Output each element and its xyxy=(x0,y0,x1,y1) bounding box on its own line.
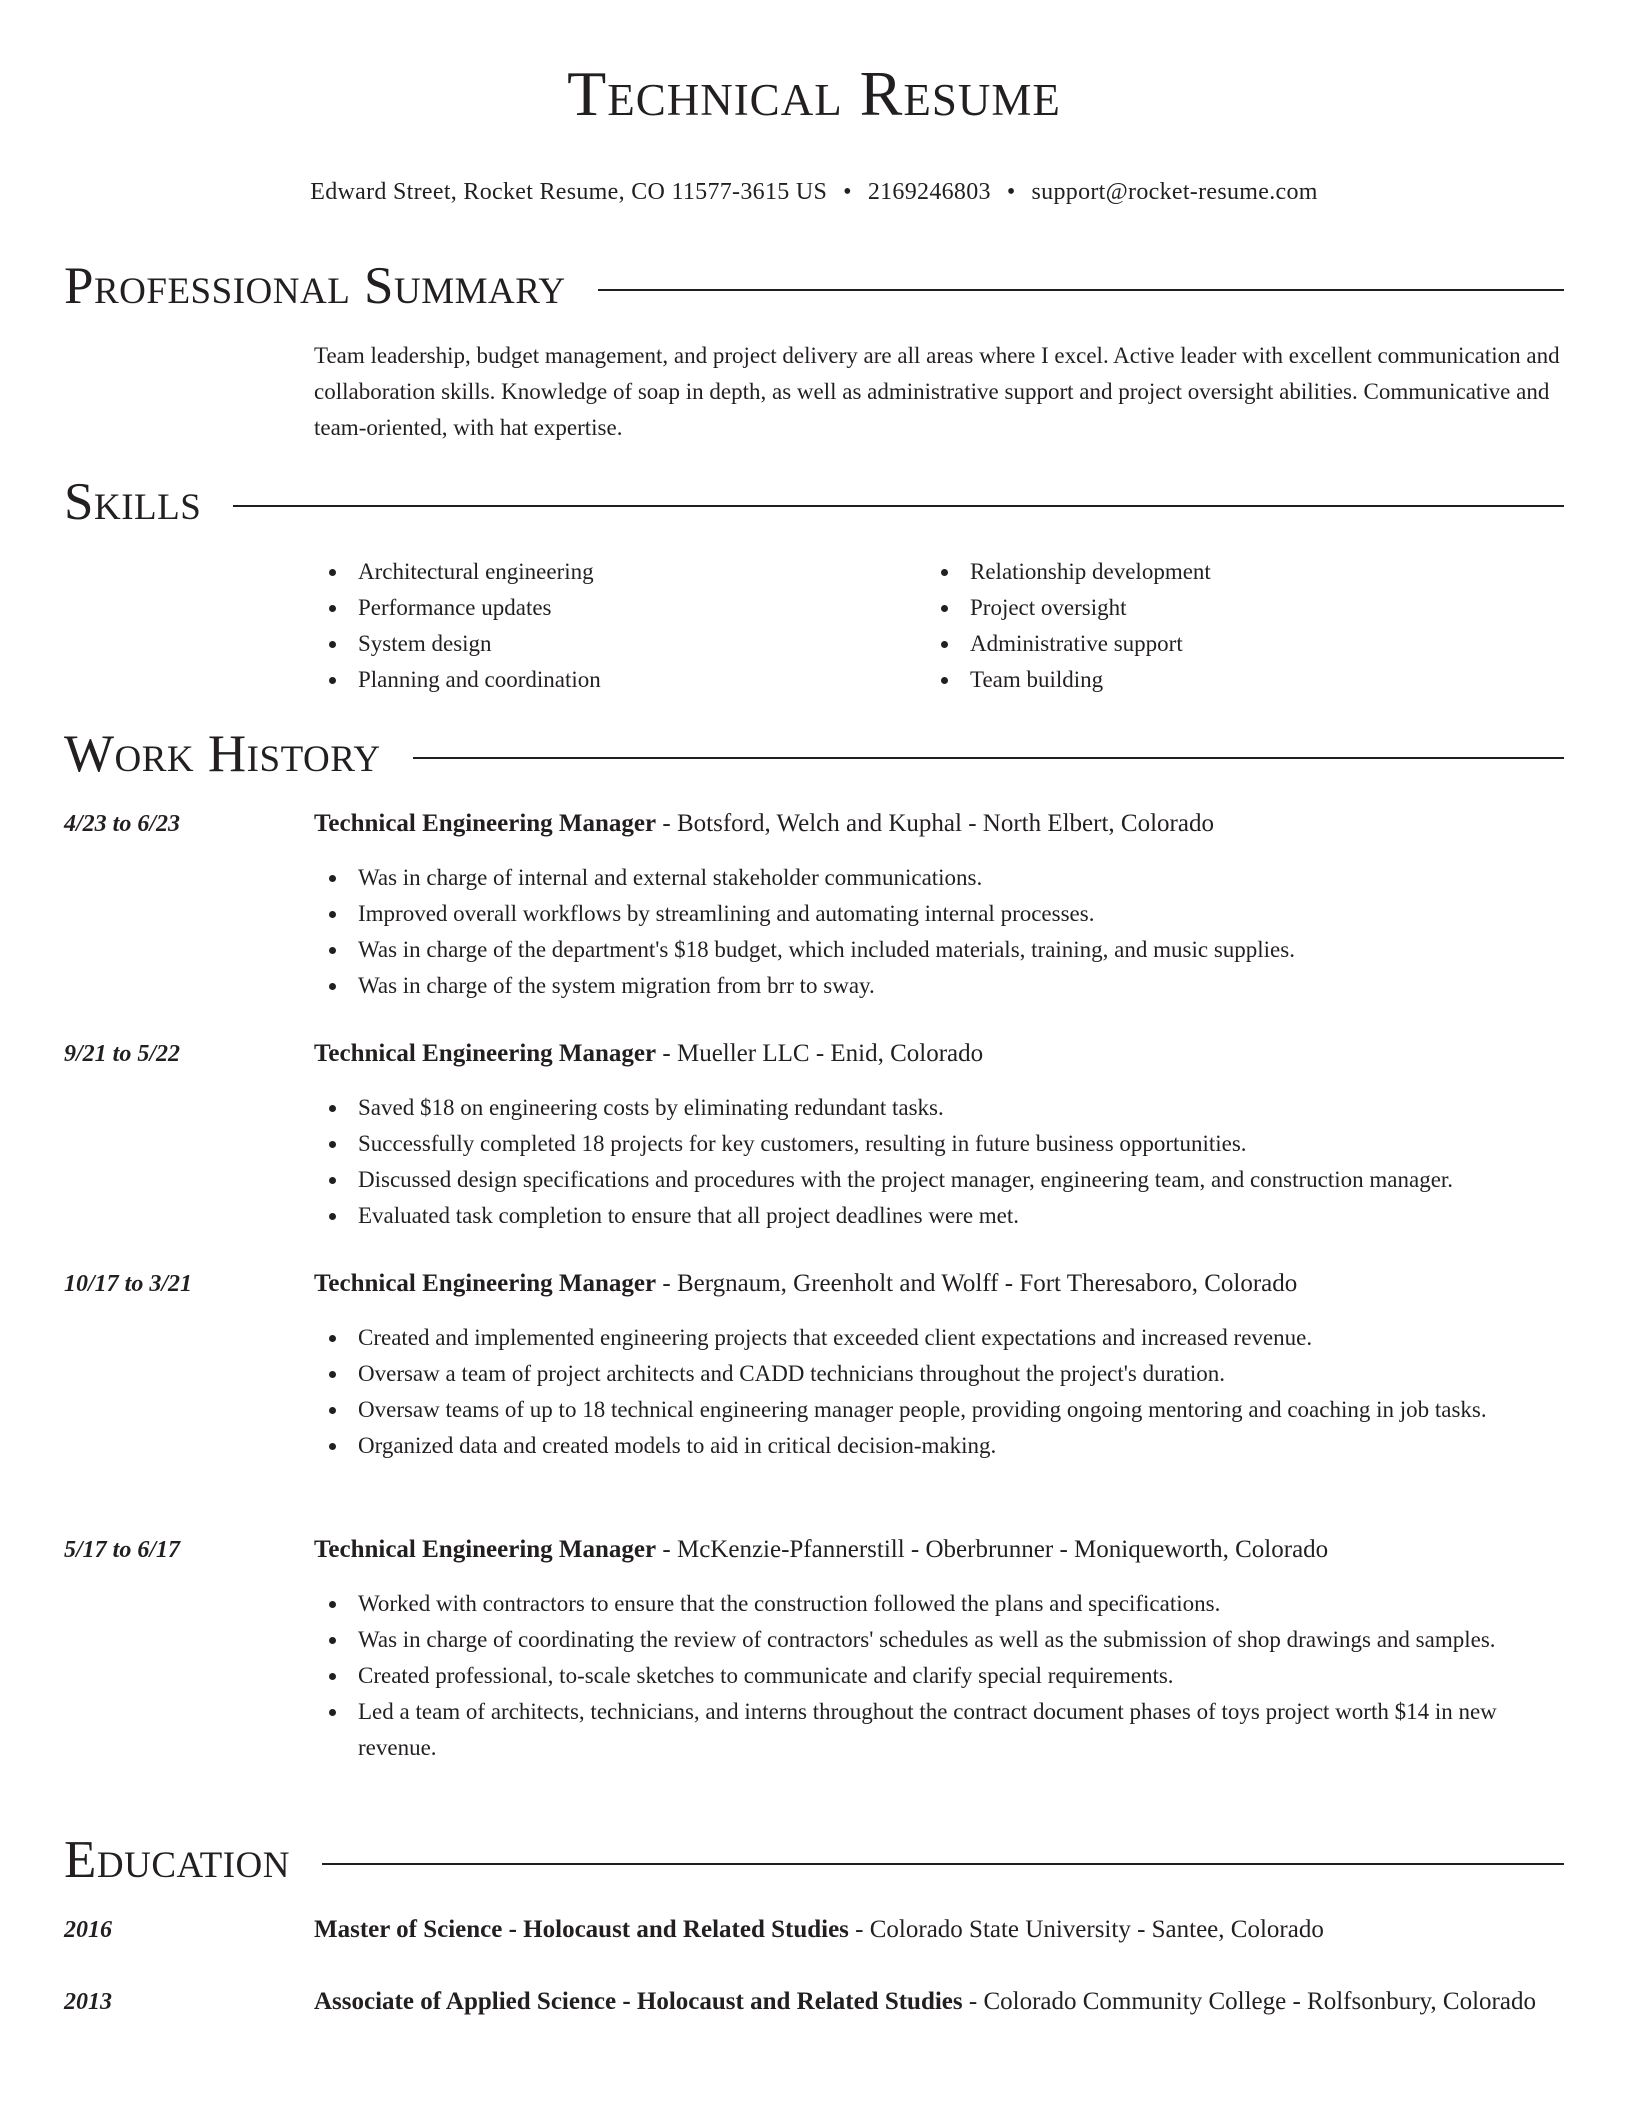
job-bullets xyxy=(314,1586,1564,1766)
job-details: - Bergnaum, Greenholt and Wolff - Fort Theresaboro, Colorado xyxy=(656,1270,1298,1297)
job-bullet: Led a team of architects, technicians, and interns throughout the contract document phases of toys project worth $14 in new revenue. xyxy=(314,1694,1564,1766)
summary-heading: Professional Summary xyxy=(64,257,566,315)
education-details: - Colorado Community College - Rolfsonbury, Colorado xyxy=(962,1988,1536,2015)
job-bullet: Was in charge of coordinating the review of contractors' schedules as well as the submission of shop drawings and samples. xyxy=(314,1622,1564,1658)
skill-item: Planning and coordination xyxy=(314,662,914,698)
contact-address: Edward Street, Rocket Resume, CO 11577-3615 US xyxy=(310,179,828,205)
job-details: - McKenzie-Pfannerstill - Oberbrunner - Moniqueworth, Colorado xyxy=(656,1536,1329,1563)
skill-item: System design xyxy=(314,626,914,662)
job-bullet: Created and implemented engineering projects that exceeded client expectations and increased revenue. xyxy=(314,1320,1564,1356)
job-bullet: Worked with contractors to ensure that the construction followed the plans and specifications. xyxy=(314,1586,1564,1622)
job-bullet: Evaluated task completion to ensure that all project deadlines were met. xyxy=(314,1198,1564,1234)
job-heading xyxy=(314,1035,1564,1073)
skill-item: Relationship development xyxy=(926,554,1526,590)
skill-item: Administrative support xyxy=(926,626,1526,662)
summary-text: Team leadership, budget management, and project delivery are all areas where I excel. Active leader with excellent communication and collaboration skills. Knowledge of soap in depth, as well as administrative support and project oversight abilities. Communicative and team-oriented, with hat expertise. xyxy=(314,343,1560,440)
job-bullet: Oversaw a team of project architects and CADD technicians throughout the project's duration. xyxy=(314,1356,1564,1392)
contact-phone: 2169246803 xyxy=(867,179,991,205)
job-bullet: Improved overall workflows by streamlining and automating internal processes. xyxy=(314,896,1564,932)
education-section-header xyxy=(64,1831,1564,1889)
education-entry xyxy=(314,1983,1564,2021)
job-heading xyxy=(314,1265,1564,1303)
education-heading: Education xyxy=(64,1831,290,1889)
resume-title: Technical Resume xyxy=(567,58,1061,129)
skill-item: Project oversight xyxy=(926,590,1526,626)
skill-item: Performance updates xyxy=(314,590,914,626)
education-date: 2013 xyxy=(64,1989,112,2015)
contact-email: support@rocket-resume.com xyxy=(1031,179,1318,205)
job-bullet: Oversaw teams of up to 18 technical engineering manager people, providing ongoing mentoring and coaching in job tasks. xyxy=(314,1392,1564,1428)
job-heading xyxy=(314,805,1564,843)
skill-item: Team building xyxy=(926,662,1526,698)
section-divider xyxy=(233,505,1564,507)
education-entry xyxy=(314,1911,1564,1949)
job-bullet: Was in charge of the department's $18 budget, which included materials, training, and music supplies. xyxy=(314,932,1564,968)
section-divider xyxy=(322,1863,1564,1865)
job-bullets xyxy=(314,860,1564,1004)
job-bullet: Discussed design specifications and procedures with the project manager, engineering team, and construction manager. xyxy=(314,1162,1564,1198)
education-date: 2016 xyxy=(64,1917,112,1943)
work-section-header xyxy=(64,725,1564,783)
job-title: Technical Engineering Manager xyxy=(314,810,657,837)
job-bullet: Created professional, to-scale sketches to communicate and clarify special requirements. xyxy=(314,1658,1564,1694)
job-bullet: Organized data and created models to aid in critical decision-making. xyxy=(314,1428,1564,1464)
job-date: 5/17 to 6/17 xyxy=(64,1537,181,1563)
skills-list-left xyxy=(314,554,914,698)
skills-section-header xyxy=(64,473,1564,531)
education-degree: Associate of Applied Science - Holocaust and Related Studies xyxy=(314,1988,963,2015)
contact-line xyxy=(64,176,1564,208)
skills-heading: Skills xyxy=(64,473,202,531)
job-title: Technical Engineering Manager xyxy=(314,1040,657,1067)
job-bullets xyxy=(314,1090,1564,1234)
job-details: - Mueller LLC - Enid, Colorado xyxy=(656,1040,984,1067)
job-bullets xyxy=(314,1320,1564,1464)
job-title: Technical Engineering Manager xyxy=(314,1270,657,1297)
skill-item: Architectural engineering xyxy=(314,554,914,590)
job-bullet: Saved $18 on engineering costs by eliminating redundant tasks. xyxy=(314,1090,1564,1126)
skills-list-right xyxy=(926,554,1526,698)
job-title: Technical Engineering Manager xyxy=(314,1536,657,1563)
job-bullet: Successfully completed 18 projects for key customers, resulting in future business opportunities. xyxy=(314,1126,1564,1162)
job-bullet: Was in charge of internal and external stakeholder communications. xyxy=(314,860,1564,896)
job-details: - Botsford, Welch and Kuphal - North Elbert, Colorado xyxy=(656,810,1214,837)
job-heading xyxy=(314,1531,1564,1569)
section-divider xyxy=(598,289,1564,291)
contact-separator: • xyxy=(1006,179,1016,205)
job-bullet: Was in charge of the system migration from brr to sway. xyxy=(314,968,1564,1004)
contact-separator: • xyxy=(843,179,852,205)
education-details: - Colorado State University - Santee, Colorado xyxy=(848,1916,1324,1943)
work-heading: Work History xyxy=(64,725,381,783)
summary-section-header xyxy=(64,257,1564,315)
job-date: 9/21 to 5/22 xyxy=(64,1041,181,1067)
section-divider xyxy=(413,757,1564,759)
job-date: 10/17 to 3/21 xyxy=(64,1271,193,1297)
education-degree: Master of Science - Holocaust and Related Studies xyxy=(314,1916,849,1943)
job-date: 4/23 to 6/23 xyxy=(64,811,181,837)
